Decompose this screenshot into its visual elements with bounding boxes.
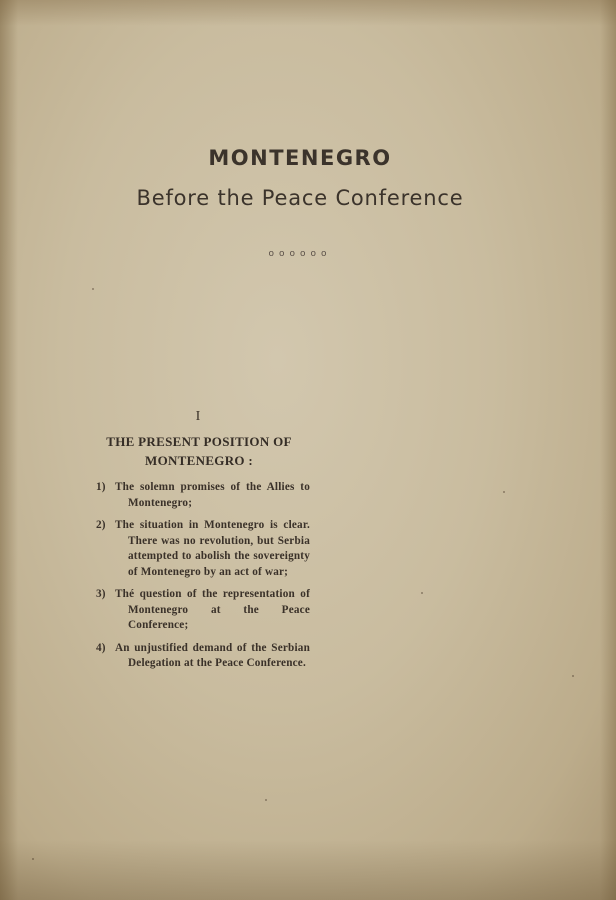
paper-edge-left [0,0,18,900]
list-item [96,518,310,580]
paper-speck [572,675,574,677]
document-subtitle: Before the Peace Conference [136,186,464,210]
list-item-text: The solemn promises of the Allies to Montenegro; [115,481,310,509]
list-item-text: Thé question of the representation of Montenegro at the Peace Conference; [115,588,310,631]
ornament-divider: oooooo [268,249,332,259]
paper-speck [92,288,94,290]
paper-edge-right [600,0,616,900]
position-list [96,480,310,679]
section-number: I [195,409,201,424]
list-item-number: 4) [96,641,106,654]
paper-speck [421,592,423,594]
paper-edge-top [0,0,616,26]
list-item [96,587,310,634]
list-item [96,480,310,511]
paper-speck [265,799,267,801]
paper-speck [32,858,34,860]
list-item [96,641,310,672]
document-title: MONTENEGRO [208,146,392,170]
section-heading: THE PRESENT POSITION OF MONTENEGRO : [106,434,292,468]
list-item-text: An unjustified demand of the Serbian Delegation at the Peace Conference. [115,641,310,669]
paper-edge-bottom [0,840,616,900]
list-item-number: 1) [96,481,106,493]
list-item-number: 2) [96,519,106,531]
list-item-text: The situation in Montenegro is clear. There was no revolution, but Serbia attempted to abolish the sovereignty of Montenegro by an act of war; [115,519,310,578]
paper-speck [503,491,505,493]
list-item-number: 3) [96,588,106,600]
